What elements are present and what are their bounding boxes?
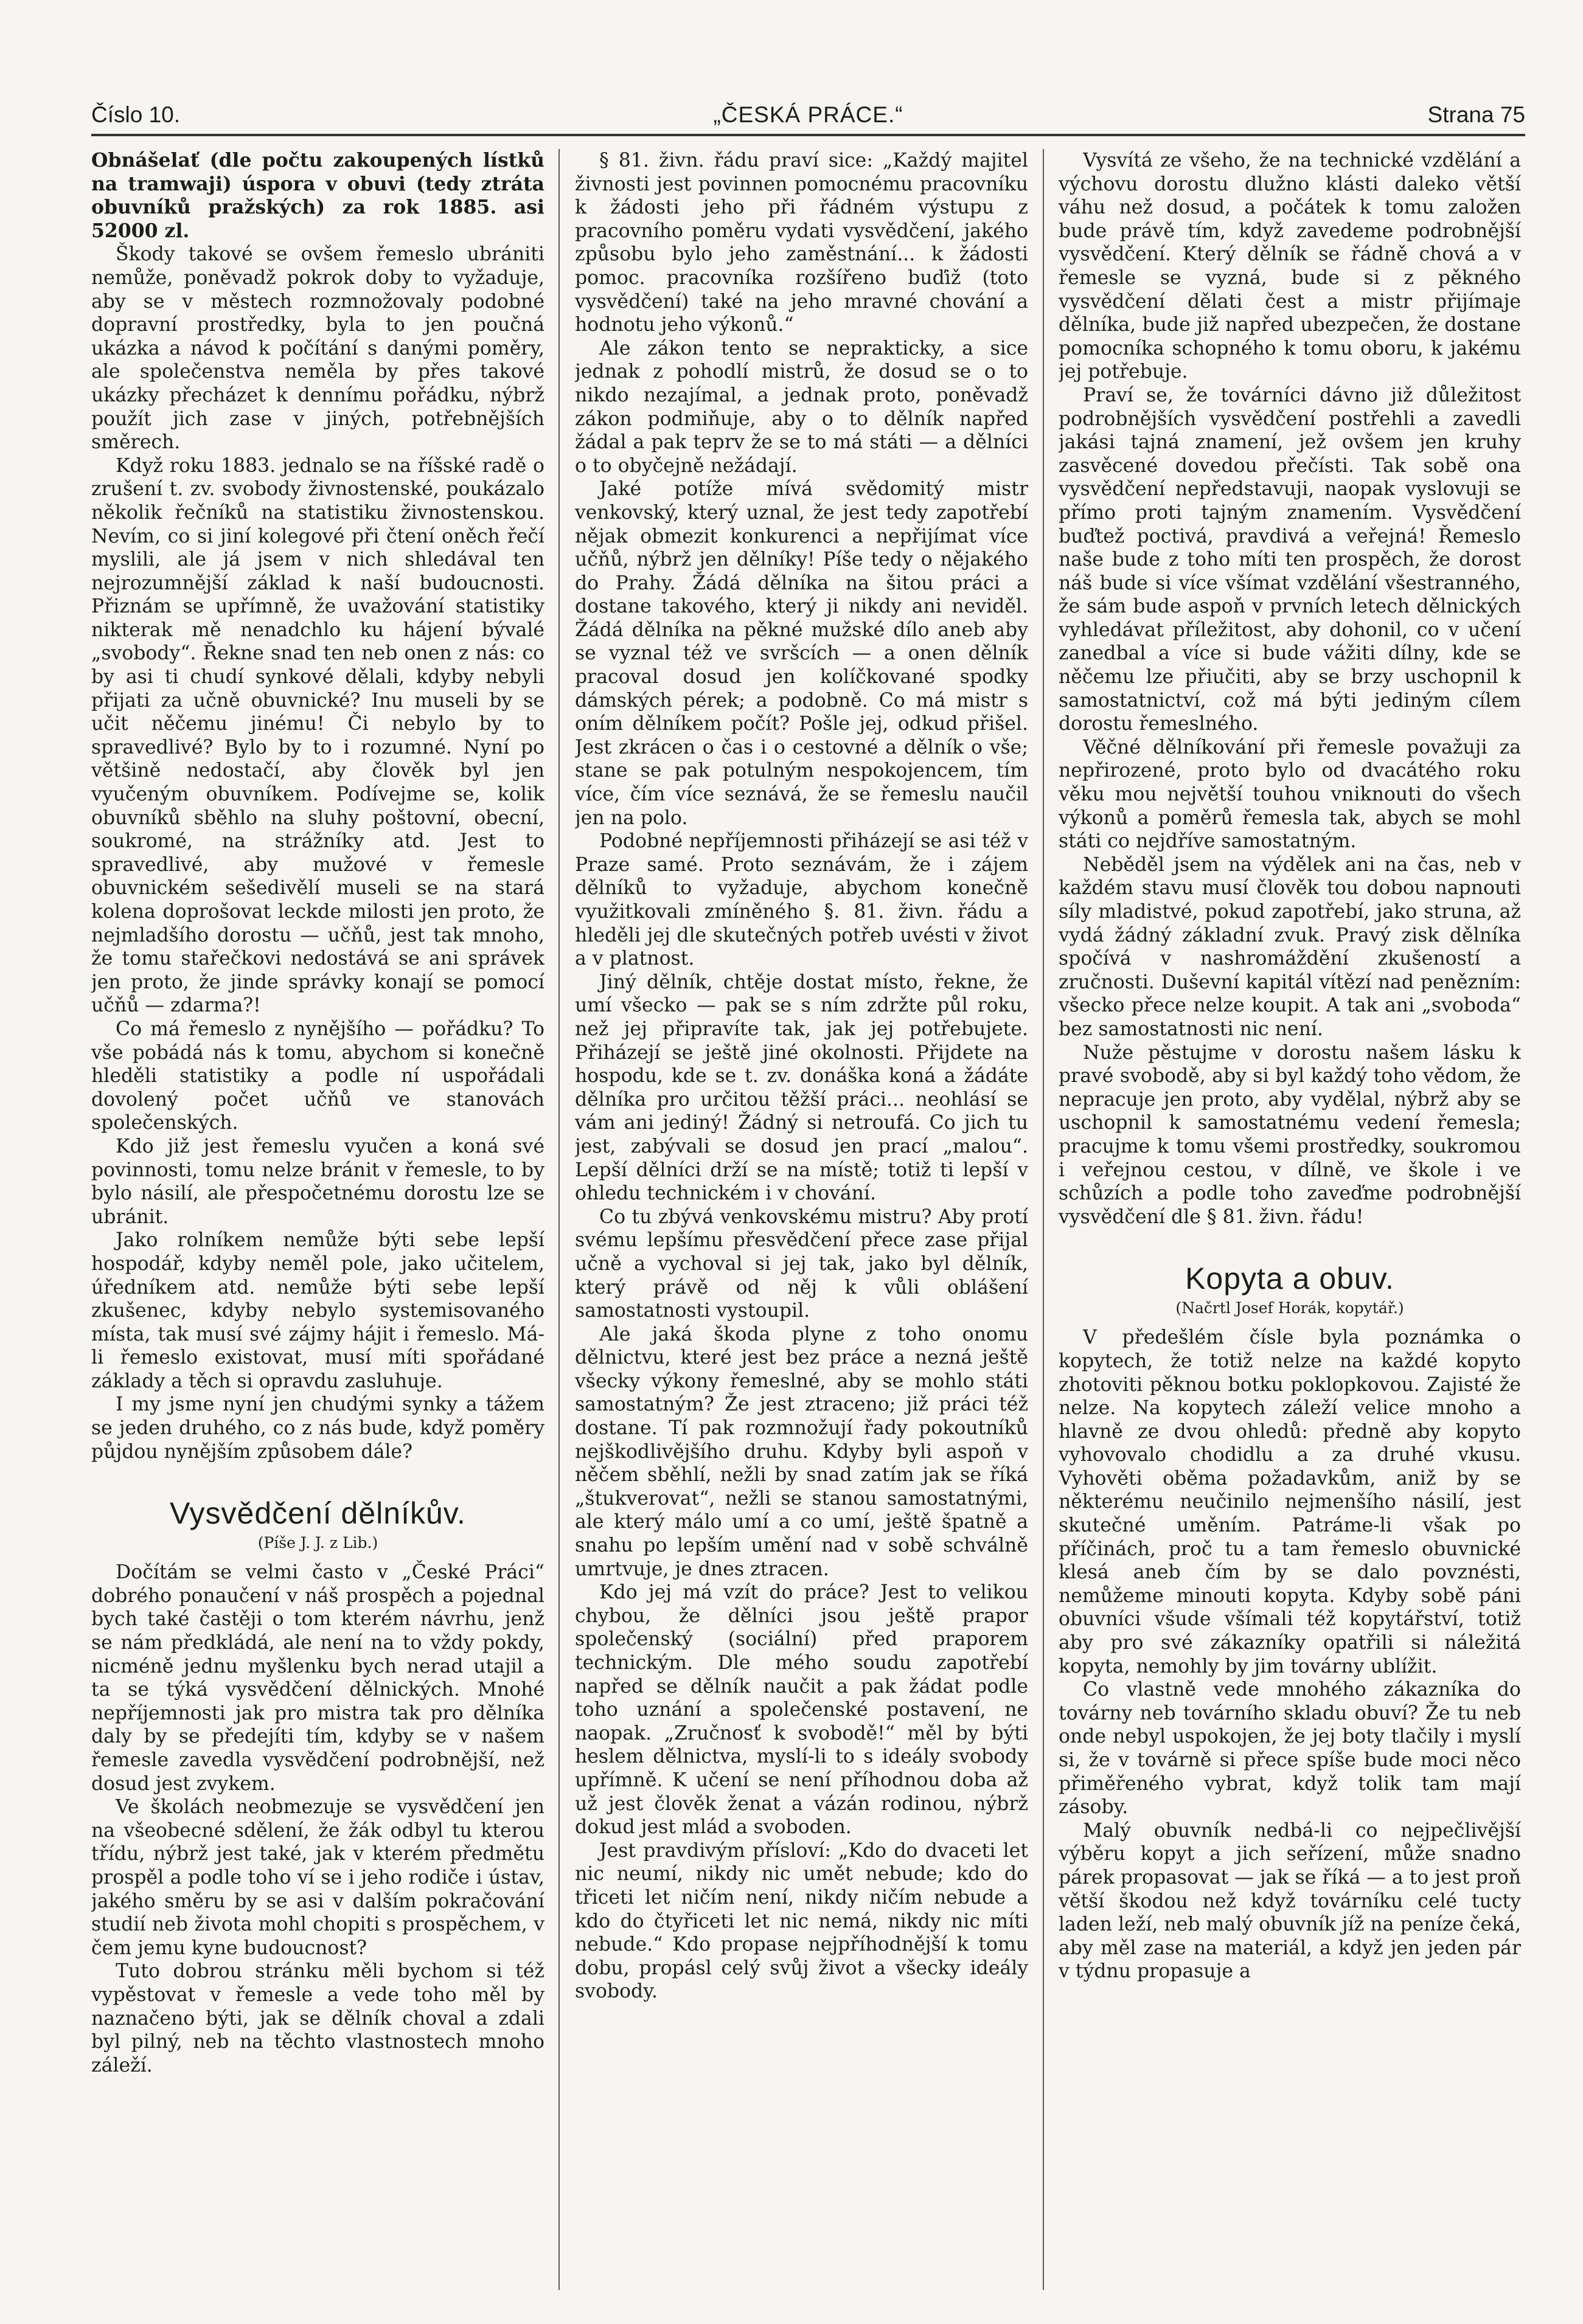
paragraph: Tuto dobrou stránku měli bychom si též vypěstovat v řemesle a vede toho měl by naznačeno býti, jak se dělník choval a zdali byl pilný, neb na těchto vlastnostech mnoho záleží. — [91, 1960, 544, 2076]
article-title: Kopyta a obuv. — [1185, 1261, 1394, 1296]
paragraph: Neběděl jsem na výdělek ani na čas, neb v každém stavu musí člověk tou dobou napnouti síly mladistvé, pokud zapotřebí, jako struna, až vydá žádný základní zvuk. Pravý zisk dělníka spočívá v nashromáždění zkušeností a zručnosti. Duševní kapitál vítězí nad penězním: všecko přece nelze koupit. A tak ani „svoboda“ bez samostatnosti nic není. — [1059, 853, 1521, 1040]
paragraph: Co má řemeslo z nynějšího — pořádku? To vše pobádá nás k tomu, abychom si konečně hleděli statistiky a podle ní uspořádali dovolený počet učňů ve stanovách společenských. — [91, 1018, 544, 1134]
paragraph: Nuže pěstujme v dorostu našem lásku k pravé svobodě, aby si byl každý toho vědom, že nepracuje jen proto, aby vydělal, nýbrž aby se uschopnil k samostatnému vedení řemesla; pracujme k tomu všemi prostředky, soukromou i veřejnou cestou, v dílně, ve škole i ve schůzích a podle toho zaveďme podrobnější vysvědčení dle § 81. živn. řádu! — [1059, 1041, 1521, 1228]
column-1 — [91, 149, 544, 2290]
column-divider-1 — [558, 149, 560, 2290]
paragraph: Podobné nepříjemnosti přiházejí se asi též v Praze samé. Proto seznávám, že i zájem dělníků to vyžaduje, abychom konečně využitkovali zmíněného §. 81. živn. řádu a hleděli jej dle skutečných potřeb uvésti v život a v platnost. — [575, 830, 1028, 970]
paragraph: Malý obuvník nedbá-li co nejpečlivější výběru kopyt a jich seřízení, může snadno párek propasovat — jak se říká — a to jest proň větší škodou než když továrníku celé tucty laden leží, neb malý obuvník jíž na peníze čeká, aby měl zase na materiál, a když jen jeden pár v týdnu propasuje a — [1059, 1819, 1521, 1983]
page-number: Strana 75 — [1427, 102, 1525, 127]
paragraph: Praví se, že továrníci dávno již důležitost podrobnějších vysvědčení postřehli a zavedli jakási tajná znamení, jež ovšem jen kruhy zasvěcené dovedou přečísti. Tak sobě ona vysvědčení nepředstavuji, naopak vyslovuji se přímo proti tajným znamením. Vysvědčení buďtež poctivá, pravdivá a veřejná! Řemeslo naše bude z toho míti ten prospěch, že dorost náš bude si více všímat vzdělání všestranného, že sám bude aspoň v prvních letech dělnických vyhledávat příležitost, aby dohonil, co v učení zanedbal a více si bude vážiti dílny, kde se něčemu lze přiučiti, aby se brzy uschopnil k samostatnictví, což má býti jediným cílem dorostu řemeslného. — [1059, 384, 1521, 735]
paragraph: Co tu zbývá venkovskému mistru? Aby protí svému lepšímu přesvědčení přece zase přijal učně a vychoval si jej tak, jako byl dělník, který právě od něj k vůli oblášení samostatnosti vystoupil. — [575, 1205, 1028, 1322]
page-header — [91, 91, 1525, 136]
column-3 — [1059, 149, 1521, 2290]
paragraph: V předešlém čísle byla poznámka o kopytech, že totiž nelze na každé kopyto zhotoviti pěknou botku poklopkovou. Zajisté že nelze. Na kopytech záleží velice mnoho a hlavně ze dvou ohledů: předně aby kopyto vyhovovalo chodidlu a za druhé vkusu. Vyhověti oběma požadavkům, aniž by se některému neučinilo nejmenšího násilí, jest skutečné uměním. Patráme-li však po příčinách, proč tu a tam řemeslo obuvnické klesá aneb čím by se dalo povznésti, nemůžeme minouti kopyta. Kdyby sobě páni obuvníci všude všímali též kopytářství, totiž aby pro své zákazníky opatřili si náležitá kopyta, nemohly by jim továrny ublížit. — [1059, 1327, 1521, 1677]
article-byline: (Načrtl Josef Horák, kopytář.) — [1175, 1299, 1404, 1317]
paragraph: § 81. živn. řádu praví sice: „Každý majitel živnosti jest povinnen pomocnému pracovníku k žádosti jeho při řádném výstupu z pracovního poměru vydati vysvědčení, jakého způsobu bylo jeho zaměstnání... k žádosti pomoc. pracovníka rozšířeno buďiž (toto vysvědčení) také na jeho mravné chování a hodnotu jeho výkonů.“ — [575, 150, 1028, 336]
paragraph: Ale jaká škoda plyne z toho onomu dělnictvu, které jest bez práce a nezná ještě všecky výkony řemeslné, aby se mohlo státi samostatným? Že jest ztraceno; již práci též dostane. Tí pak rozmnožují řady pokoutníků nejškodlivějšího druhu. Kdyby byli aspoň v něčem sběhlí, nežli by snad zatím jak se říká „štukverovat“, nežli se stanou samostatnými, ale který málo umí a co umí, ještě špatně a snahu po lepším umění nad v sobě schválně umrtvuje, je dnes ztracen. — [575, 1323, 1028, 1580]
column-divider-2 — [1043, 149, 1044, 2290]
article-byline: (Píše J. J. z Lib.) — [257, 1534, 378, 1552]
paragraph: Jako rolníkem nemůže býti sebe lepší hospodář, kdyby neměl pole, jako učitelem, úředníkem atd. nemůže býti sebe lepší zkušenec, kdyby nebylo systemisovaného místa, tak musí své zájmy hájit i řemeslo. Má-li řemeslo existovat, musí míti spořádané základy a těch si opravdu zasluhuje. — [91, 1229, 544, 1392]
paragraph: Škody takové se ovšem řemeslo ubrániti nemůže, poněvadž pokrok doby to vyžaduje, aby se v městech rozmnožovaly podobné dopravní prostředky, byla to jen poučná ukázka a návod k počítání s danými poměry, ale společenstva neměla by přes takové ukázky přecházet k dennímu pořádku, nýbrž použít jich zase v jiných, potřebnějších směrech. — [91, 243, 544, 454]
paragraph: Jiný dělník, chtěje dostat místo, řekne, že umí všecko — pak se s ním zdržte půl roku, než jej připravíte tak, jak jej potřebujete. Přiházejí se ještě jiné okolnosti. Přijdete na hospodu, kde se t. zv. donáška koná a žádáte dělníka pro určitou těžší práci... neohlásí se vám ani jediný! Žádný si netroufá. Co jich tu jest, zabývali se dosud jen prací „malou“. Lepší dělníci drží se na místě; totiž ti lepší v ohledu technickém i v chování. — [575, 971, 1028, 1205]
paragraph: Jest pravdivým přísloví: „Kdo do dvaceti let nic neumí, nikdy nic umět nebude; kdo do třiceti let ničím není, nikdy ničím nebude a kdo do čtyřiceti let nic nemá, nikdy nic míti nebude.“ Kdo propase nejpříhodnější k tomu dobu, propásl celý svůj život a všecky ideály svobody. — [575, 1839, 1028, 2003]
paragraph: Obnášelať (dle počtu zakoupených lístků na tramwaji) úspora v obuvi (tedy ztráta obuvníků pražských) za rok 1885. asi 52000 zl. — [91, 149, 544, 242]
paragraph: Věčné dělníkování při řemesle považuji za nepřirozené, proto bylo od dvacátého roku věku mou největší touhou vniknouti do všech výkonů a poměrů řemesla tak, abych se mohl státi co nejdříve samostatným. — [1059, 736, 1521, 853]
paragraph: I my jsme nyní jen chudými synky a tážem se jeden druhého, co z nás bude, když poměry půjdou nynějším způsobem dále? — [91, 1393, 544, 1463]
paragraph: Ale zákon tento se neprakticky, a sice jednak z pohodlí mistrů, že dosud se o to nikdo nezajímal, a jednak proto, poněvadž zákon podmiňuje, aby o to dělník napřed žádal a pak teprv že se to má státi — a dělníci o to obyčejně nežádají. — [575, 337, 1028, 477]
paragraph: Kdo jej má vzít do práce? Jest to velikou chybou, že dělníci jsou ještě prapor společenský (sociální) před praporem technickým. Dle mého soudu zapotřebí napřed se dělník naučit a pak žádat podle toho uznání a společenské postavení, ne naopak. „Zručnosť k svobodě!“ měl by býti heslem dělnictva, myslí-li to s ideály svobody upřímně. K učení se není příhodnou doba až už jest člověk ženat a vázán rodinou, nýbrž dokud jest mlád a svoboden. — [575, 1581, 1028, 1839]
paragraph: Co vlastně vede mnohého zákazníka do továrny neb továrního skladu obuví? Že tu neb onde nebyl uspokojen, že jej boty tlačily i myslí si, že v továrně si přece spíše bude moci něco přiměřeného vybrat, když tolik tam mají zásoby. — [1059, 1679, 1521, 1819]
column-2 — [575, 149, 1028, 2290]
paragraph: Kdo již jest řemeslu vyučen a koná své povinnosti, tomu nelze bránit v řemesle, to by bylo násilí, ale přespočetnému dorostu lze se ubránit. — [91, 1135, 544, 1228]
issue-number: Číslo 10. — [91, 102, 181, 127]
periodical-title: „ČESKÁ PRÁCE.“ — [713, 102, 903, 127]
paragraph: Vysvítá ze všeho, že na technické vzdělání a výchovu dorostu dlužno klásti daleko větší váhu než dosud, a počátek k tomu založen bude právě tím, když zavedeme podrobnější vysvědčení. Který dělník se řádně chová a v řemesle se vyzná, bude si z pěkného vysvědčení dělati čest a mistr přijímaje dělníka, bude již napřed ubezpečen, že dostane pomocníka schopného k tomu oboru, k jakému jej potřebuje. — [1059, 150, 1521, 383]
paragraph: Dočítám se velmi často v „České Práci“ dobrého ponaučení v náš prospěch a pojednal bych také častěji o tom kterém návrhu, jenž se nám předkládá, ale není na to vždy pokdy, nicméně jednu myšlenku bych nerad utajil a ta se týká vysvědčení dělnických. Mnohé nepříjemnosti jak pro mistra tak pro dělníka daly by se předejíti tím, kdyby se v našem řemesle zavedla vysvědčení podrobnější, než dosud jest zvykem. — [91, 1561, 544, 1795]
article-title: Vysvědčení dělníkův. — [170, 1496, 466, 1531]
paragraph: Jaké potíže mívá svědomitý mistr venkovský, který uznal, že jest tedy zapotřebí nějak obmezit konkurenci a nepřijímat více učňů, nýbrž jen dělníky! Píše tedy o nějakého do Prahy. Žádá dělníka na šitou práci a dostane takového, který ji nikdy ani neviděl. Žádá dělníka na pěkné mužské dílo aneb aby se vyznal též ve svršcích — a onen dělník pracoval dosud jen kolíčkované spodky dámských pérek; a podobně. Co má mistr s oním dělníkem počít? Pošle jej, odkud přišel. Jest zkrácen o čas i o cestovné a dělník o vše; stane se pak potulným nespokojencem, tím více, čím více seznává, že se řemeslu naučil jen na polo. — [575, 478, 1028, 829]
paragraph: Když roku 1883. jednalo se na říšské radě o zrušení t. zv. svobody živnostenské, poukázalo několik řečníků na statistiku živnostenskou. Nevím, co si jiní kolegové při čtení oněch řečí myslili, ale já jsem v nich shledával ten nejrozumnější základ k naší budoucnosti. Přiznám se upřímně, že uvažování statistiky nikterak mě nenadchlo ku hájení bývalé „svobody“. Řekne snad ten neb onen z nás: co by asi ti chudí synkové dělali, kdyby nebyli přijati za učně obuvnické? Inu museli by se učit něčemu jinému! Či nebylo by to spravedlivé? Bylo by to i rozumné. Nyní po většině nedostačí, aby člověk byl jen vyučeným obuvníkem. Podívejme se, kolik obuvníků sběhlo na sluhy poštovní, obecní, soukromé, na strážníky atd. Jest to spravedlivé, aby mužové v řemesle obuvnickém sešedivělí museli se na stará kolena doprošovat leckde milosti jen proto, že nejmladšího dorostu — učňů, jest tak mnoho, že tomu stařečkovi nedostává se ani správek jen proto, že jinde správky konají se pomocí učňů — zdarma?! — [91, 454, 544, 1017]
paragraph: Ve školách neobmezuje se vysvědčení jen na všeobecné sdělení, že žák odbyl tu kterou třídu, nýbrž jest také, jak v kterém předmětu prospěl a podle toho ví se i jeho rodiče i ústav, jakého směru by se asi v dalším pokračování studií neb života mohl chopiti s prospěchem, v čem jemu kyne budoucnost? — [91, 1796, 544, 1959]
